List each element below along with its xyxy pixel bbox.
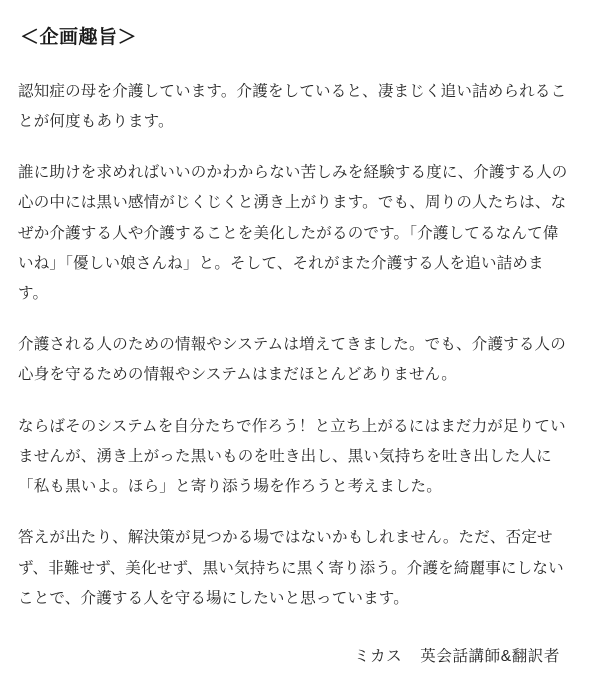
signature <box>18 644 570 666</box>
page-title: ＜企画趣旨＞ <box>20 27 138 48</box>
signature-name: ミカス <box>353 647 403 665</box>
paragraph: 答えが出たり、解決策が見つかる場ではないかもしれません。ただ、否定せず、非難せず、美化せず、黒い気持ちに黒く寄り添う。介護を綺麗事にしないことで、介護する人を守る場にしたいと思っています。 <box>18 529 564 607</box>
paragraph: 認知症の母を介護しています。介護をしていると、凄まじく追い詰められることが何度もあります。 <box>18 82 567 130</box>
paragraph: 介護される人のための情報やシステムは増えてきました。でも、介護する人の心身を守るための情報やシステムはまだほとんどありません。 <box>18 336 566 384</box>
paragraph: 誰に助けを求めればいいのかわからない苦しみを経験する度に、介護する人の心の中には黒い感情がじくじくと湧き上がります。でも、周りの人たちは、なぜか介護する人や介護することを美化したがるのです。「介護してるなんて偉いね」「優しい娘さんね」と。そして、それがまた介護する人を追い詰めます。 <box>18 164 568 302</box>
paragraph: ならばそのシステムを自分たちで作ろう！と立ち上がるにはまだ力が足りていませんが、湧き上がった黒いものを吐き出し、黒い気持ちを吐き出した人に「私も黒いよ。ほら」と寄り添う場を作ろうと考えました。 <box>18 417 566 496</box>
signature-role: 英会話講師&翻訳者 <box>420 647 560 665</box>
